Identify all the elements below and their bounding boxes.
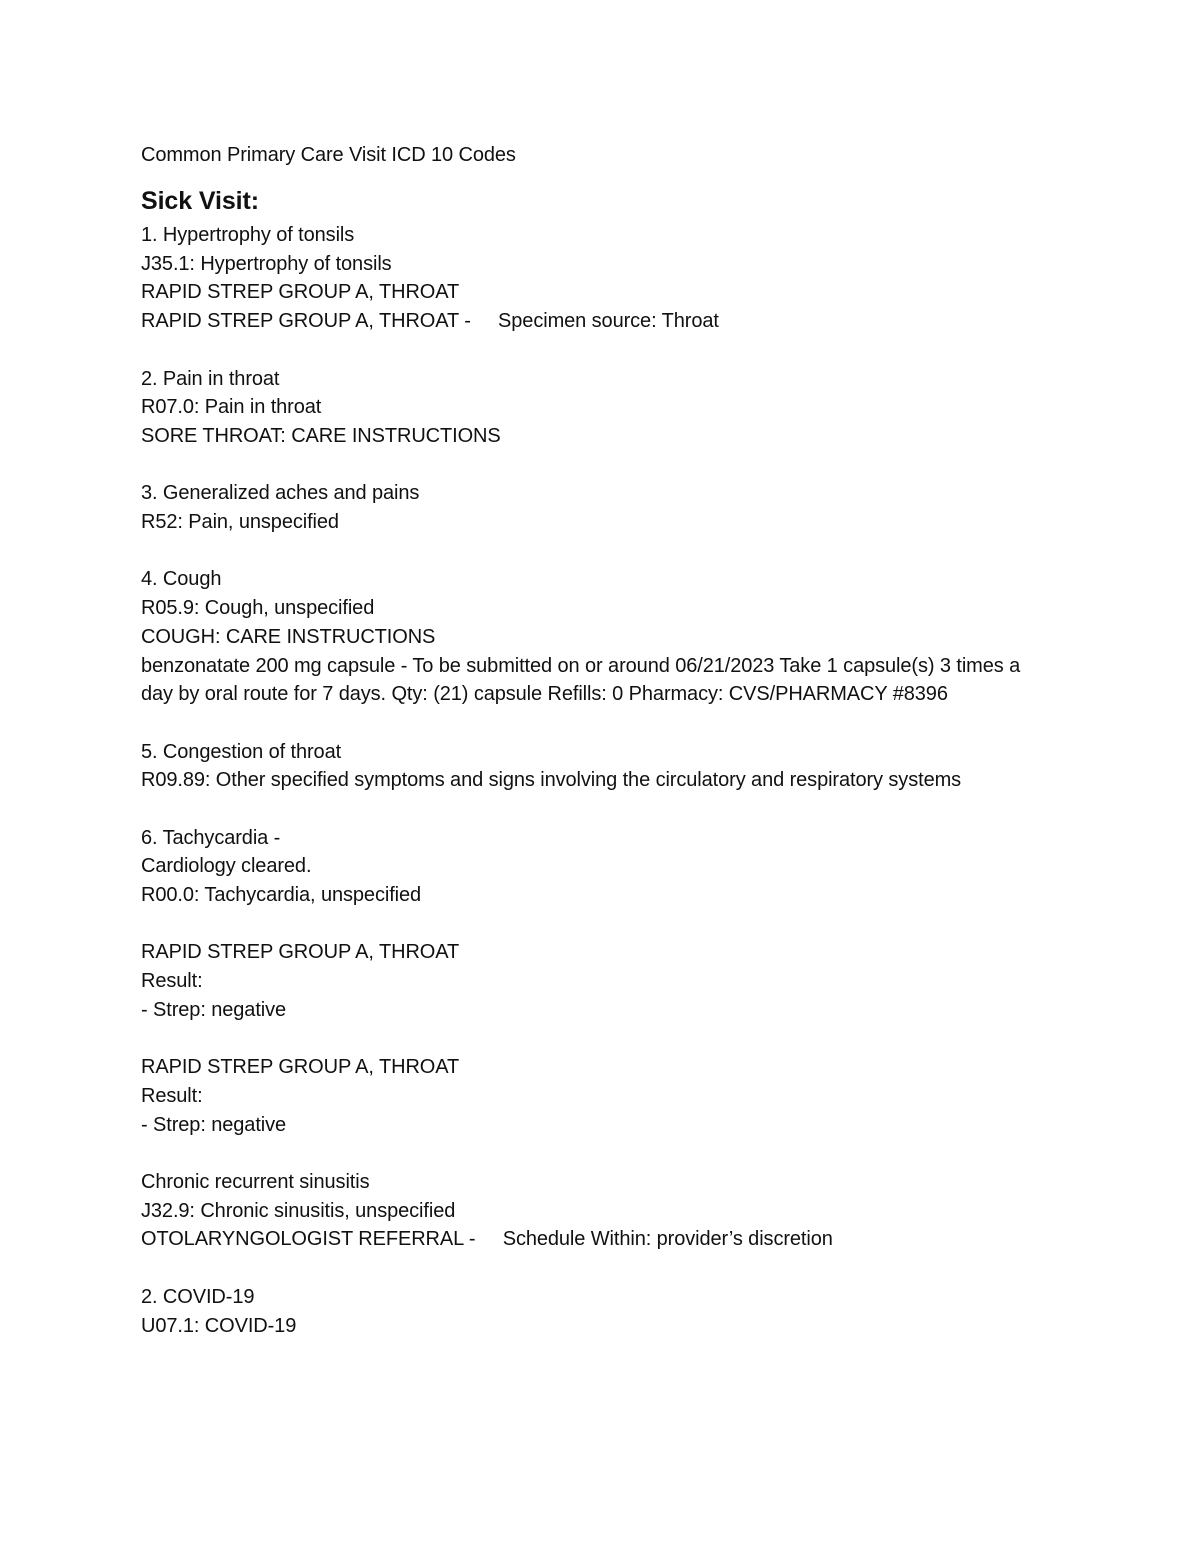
result-label: Result: — [141, 970, 203, 993]
list-item — [141, 479, 1101, 536]
spacer — [141, 709, 1101, 738]
spacer — [141, 795, 1101, 824]
spacer — [141, 1025, 1101, 1054]
spacer — [141, 336, 1101, 365]
result-label: Result: — [141, 1084, 203, 1107]
list-item — [141, 938, 1101, 1024]
spacer — [141, 451, 1101, 480]
list-item — [141, 565, 1101, 709]
item-title: 2. Pain in throat — [141, 367, 280, 390]
list-item — [141, 738, 1101, 795]
note-line: Cardiology cleared. — [141, 855, 312, 878]
referral-line: OTOLARYNGOLOGIST REFERRAL - Schedule Within: provider’s discretion — [141, 1228, 833, 1251]
list-item — [141, 1168, 1101, 1254]
icd-code-line: U07.1: COVID-19 — [141, 1314, 297, 1337]
icd-code-line: R00.0: Tachycardia, unspecified — [141, 884, 422, 907]
item-title: 6. Tachycardia - — [141, 826, 281, 849]
order-line: COUGH: CARE INSTRUCTIONS — [141, 625, 436, 648]
item-title: 2. COVID-19 — [141, 1285, 255, 1308]
prescription-line: benzonatate 200 mg capsule - To be submitted on or around 06/21/2023 Take 1 capsule(s) 3 times a day by oral route for 7 days. Qty: (21) capsule Refills: 0 Pharmacy: CVS/PHARMACY #8396 — [141, 654, 1021, 706]
icd-code-line: R52: Pain, unspecified — [141, 511, 339, 533]
icd-code-line: R05.9: Cough, unspecified — [141, 597, 375, 620]
list-item — [141, 824, 1101, 910]
list-item — [141, 365, 1101, 451]
item-title: 3. Generalized aches and pains — [141, 482, 420, 505]
result-title: RAPID STREP GROUP A, THROAT — [141, 1056, 460, 1079]
icd-code-line: J35.1: Hypertrophy of tonsils — [141, 252, 392, 275]
item-title: Chronic recurrent sinusitis — [141, 1171, 370, 1194]
list-item — [141, 221, 1101, 336]
spacer — [141, 1254, 1101, 1283]
order-line: SORE THROAT: CARE INSTRUCTIONS — [141, 424, 501, 447]
item-title: 4. Cough — [141, 568, 222, 591]
item-title: 5. Congestion of throat — [141, 740, 342, 763]
result-value: - Strep: negative — [141, 1113, 287, 1136]
order-line: RAPID STREP GROUP A, THROAT - Specimen source: Throat — [141, 310, 719, 333]
icd-code-line: R07.0: Pain in throat — [141, 396, 322, 419]
list-item — [141, 1283, 1101, 1340]
order-line: RAPID STREP GROUP A, THROAT — [141, 281, 460, 304]
icd-code-line: R09.89: Other specified symptoms and signs involving the circulatory and respiratory systems — [141, 769, 962, 792]
document-body — [141, 141, 1101, 1340]
document-title: Common Primary Care Visit ICD 10 Codes — [141, 144, 516, 166]
spacer — [141, 1139, 1101, 1168]
result-value: - Strep: negative — [141, 998, 287, 1021]
result-title: RAPID STREP GROUP A, THROAT — [141, 941, 460, 964]
list-item — [141, 1053, 1101, 1139]
item-title: 1. Hypertrophy of tonsils — [141, 224, 355, 246]
section-heading: Sick Visit: — [141, 187, 259, 215]
icd-code-line: J32.9: Chronic sinusitis, unspecified — [141, 1199, 456, 1222]
spacer — [141, 537, 1101, 566]
spacer — [141, 910, 1101, 939]
